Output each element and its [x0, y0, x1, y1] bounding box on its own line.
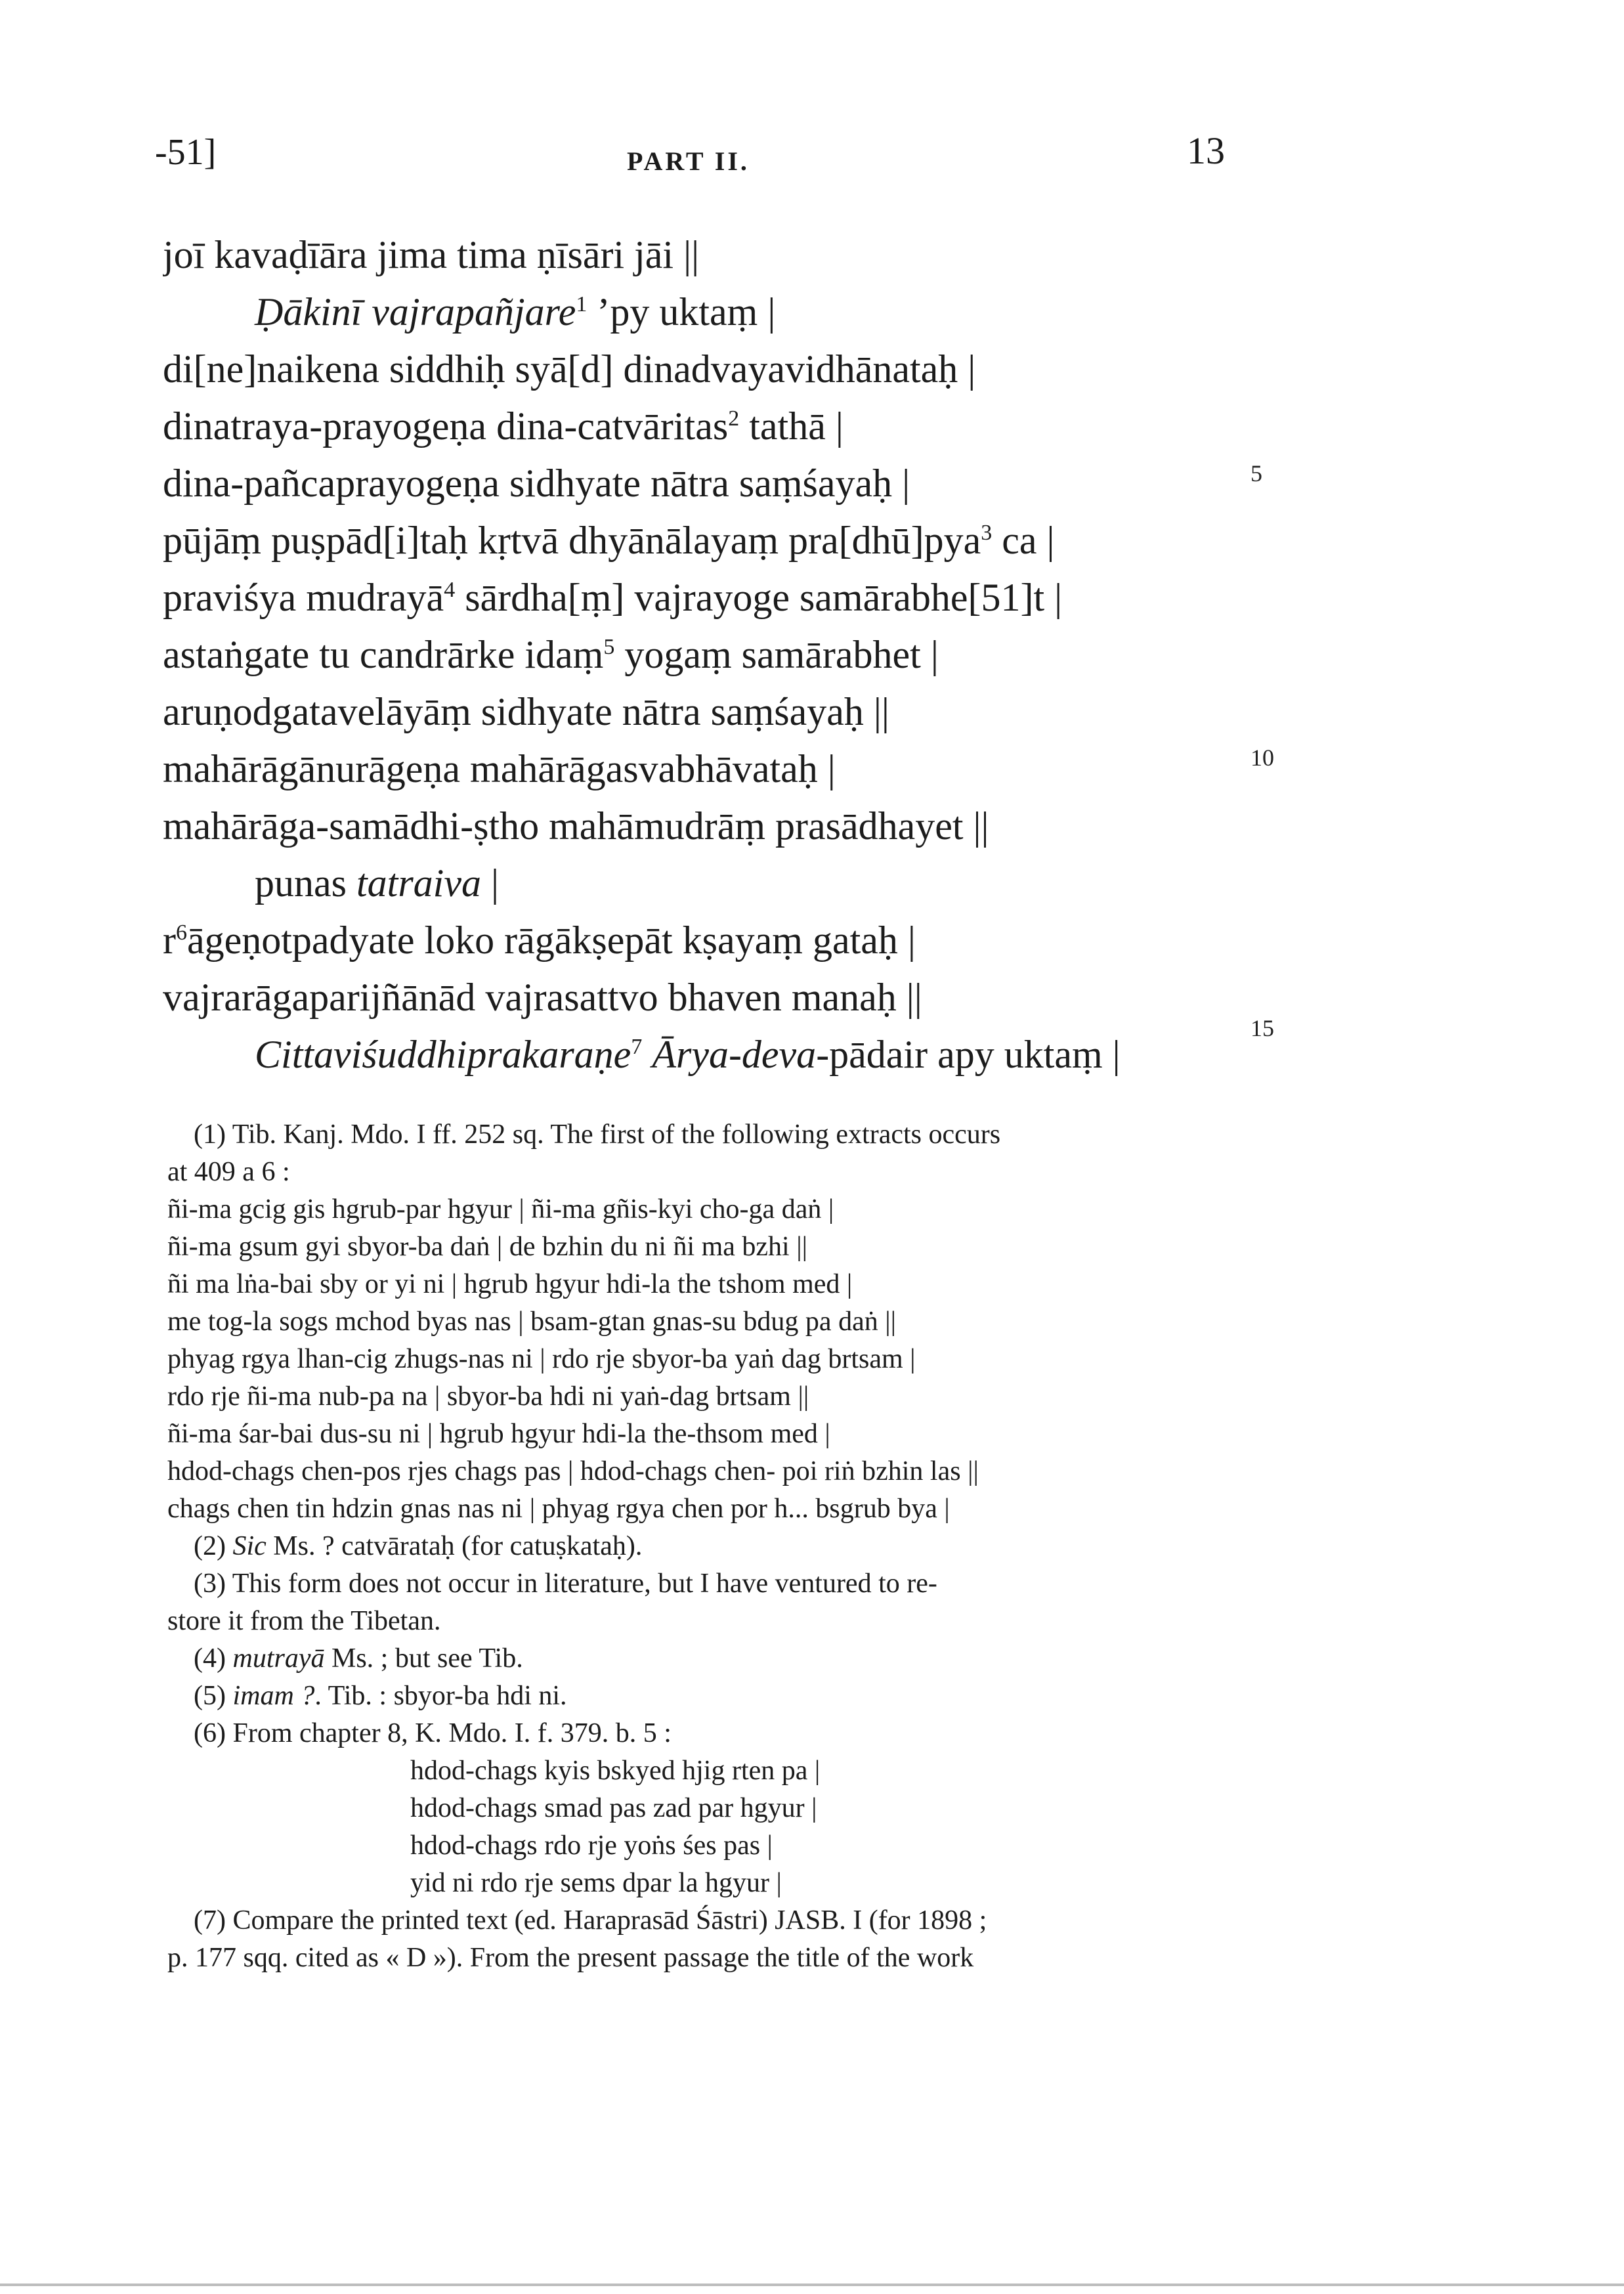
footnote-line: yid ni rdo rje sems dpar la hgyur | [410, 1868, 782, 1898]
footnote-line: ñi-ma gsum gyi sbyor-ba daṅ | de bzhin du ni ñi ma bzhi || [167, 1232, 808, 1262]
verse-line-8: astaṅgate tu candrārke idaṃ$^5$ yogaṃ samārabhet | [163, 633, 939, 676]
footnote-line: phyag rgya lhan-cig zhugs-nas ni | rdo rje sbyor-ba yaṅ dag brtsam | [167, 1344, 916, 1374]
footnote-line: (4) mutrayā Ms. ; but see Tib. [194, 1643, 523, 1674]
verse-line-6: pūjāṃ puṣpād[i]taḥ kṛtvā dhyānālayaṃ pra[dhū]pya$^3$ ca | [163, 519, 1055, 562]
footnote-line: (6) From chapter 8, K. Mdo. I. f. 379. b. 5 : [194, 1718, 672, 1748]
footnote-line: (1) Tib. Kanj. Mdo. I ff. 252 sq. The first of the following extracts occurs [194, 1119, 1001, 1150]
verse-line-2: Ḍākinī vajrapañjare$^1$ ’py uktaṃ | [255, 290, 776, 334]
footnote-line: (5) imam ?. Tib. : sbyor-ba hdi ni. [194, 1681, 567, 1711]
verse-line-7: praviśya mudrayā$^4$ sārdha[ṃ] vajrayoge samārabhe[51]t | [163, 576, 1063, 619]
verse-line-13: $r^6āgeṇotpadyate$ loko rāgākṣepāt kṣayaṃ gataḥ | [163, 919, 916, 962]
verse-line-14: vajrarāgaparijñānād vajrasattvo bhaven manaḥ || [163, 976, 922, 1019]
verse-line-10: mahārāgānurāgeṇa mahārāgasvabhāvataḥ | [163, 747, 836, 790]
verse-line-15: Cittaviśuddhiprakaraṇe$^7$ Ārya-deva-pādair apy uktaṃ | [255, 1033, 1121, 1076]
verse-line-11: mahārāga-samādhi-ṣtho mahāmudrāṃ prasādhayet || [163, 804, 989, 848]
footnote-line: ñi-ma śar-bai dus-su ni | hgrub hgyur hdi-la the-thsom med | [167, 1419, 830, 1449]
verse-line-1: joī kavaḍīāra jima tima ṇīsāri jāi || [163, 233, 700, 276]
verse-line-4: dinatraya-prayogeṇa dina-catvāritas$^2$ tathā | [163, 404, 844, 448]
line-number-5: 5 [1250, 460, 1262, 487]
bottom-edge-rule [0, 2283, 1624, 2286]
footnote-line: ñi ma lṅa-bai sby or yi ni | hgrub hgyur hdi-la the tshom med | [167, 1269, 853, 1299]
verse-line-5: dina-pañcaprayogeṇa sidhyate nātra saṃśayaḥ | [163, 462, 910, 505]
footnote-line: (7) Compare the printed text (ed. Haraprasād Śāstri) JASB. I (for 1898 ; [194, 1905, 987, 1936]
footnote-line: store it from the Tibetan. [167, 1606, 441, 1636]
footnote-line: at 409 a 6 : [167, 1157, 290, 1187]
verse-line-12: punas tatraiva | [255, 861, 499, 905]
verse-line-3: di[ne]naikena siddhiḥ syā[d] dinadvayavidhānataḥ | [163, 347, 976, 391]
footnote-line: ñi-ma gcig gis hgrub-par hgyur | ñi-ma gñis-kyi cho-ga daṅ | [167, 1194, 834, 1224]
footnotes [167, 1116, 1270, 1977]
footnote-line: chags chen tin hdzin gnas nas ni | phyag rgya chen por h... bsgrub bya | [167, 1494, 950, 1524]
footnote-line: hdod-chags chen-pos rjes chags pas | hdod-chags chen- poi riṅ bzhin las || [167, 1456, 979, 1486]
verse-line-9: aruṇodgatavelāyāṃ sidhyate nātra saṃśayaḥ || [163, 690, 889, 733]
footnote-line: hdod-chags kyis bskyed hjig rten pa | [410, 1756, 821, 1786]
page-number: 13 [1187, 129, 1225, 172]
footnote-line: rdo rje ñi-ma nub-pa na | sbyor-ba hdi ni yaṅ-dag brtsam || [167, 1381, 809, 1412]
line-number-15: 15 [1250, 1015, 1274, 1041]
footnote-line: me tog-la sogs mchod byas nas | bsam-gtan gnas-su bdug pa daṅ || [167, 1307, 897, 1337]
footnote-line: hdod-chags smad pas zad par hgyur | [410, 1793, 817, 1823]
footnote-line: (2) Sic Ms. ? catvārataḥ (for catuṣkataḥ). [194, 1531, 643, 1561]
line-number-10: 10 [1250, 745, 1274, 771]
footnote-line: (3) This form does not occur in literature, but I have ventured to re- [194, 1569, 937, 1599]
running-title: PART II. [627, 146, 750, 176]
footnote-line: p. 177 sqq. cited as « D »). From the present passage the title of the work [167, 1943, 974, 1973]
page-range-marker: -51] [155, 132, 217, 173]
footnote-line: hdod-chags rdo rje yoṅs śes pas | [410, 1830, 773, 1861]
main-text [163, 227, 1252, 1083]
